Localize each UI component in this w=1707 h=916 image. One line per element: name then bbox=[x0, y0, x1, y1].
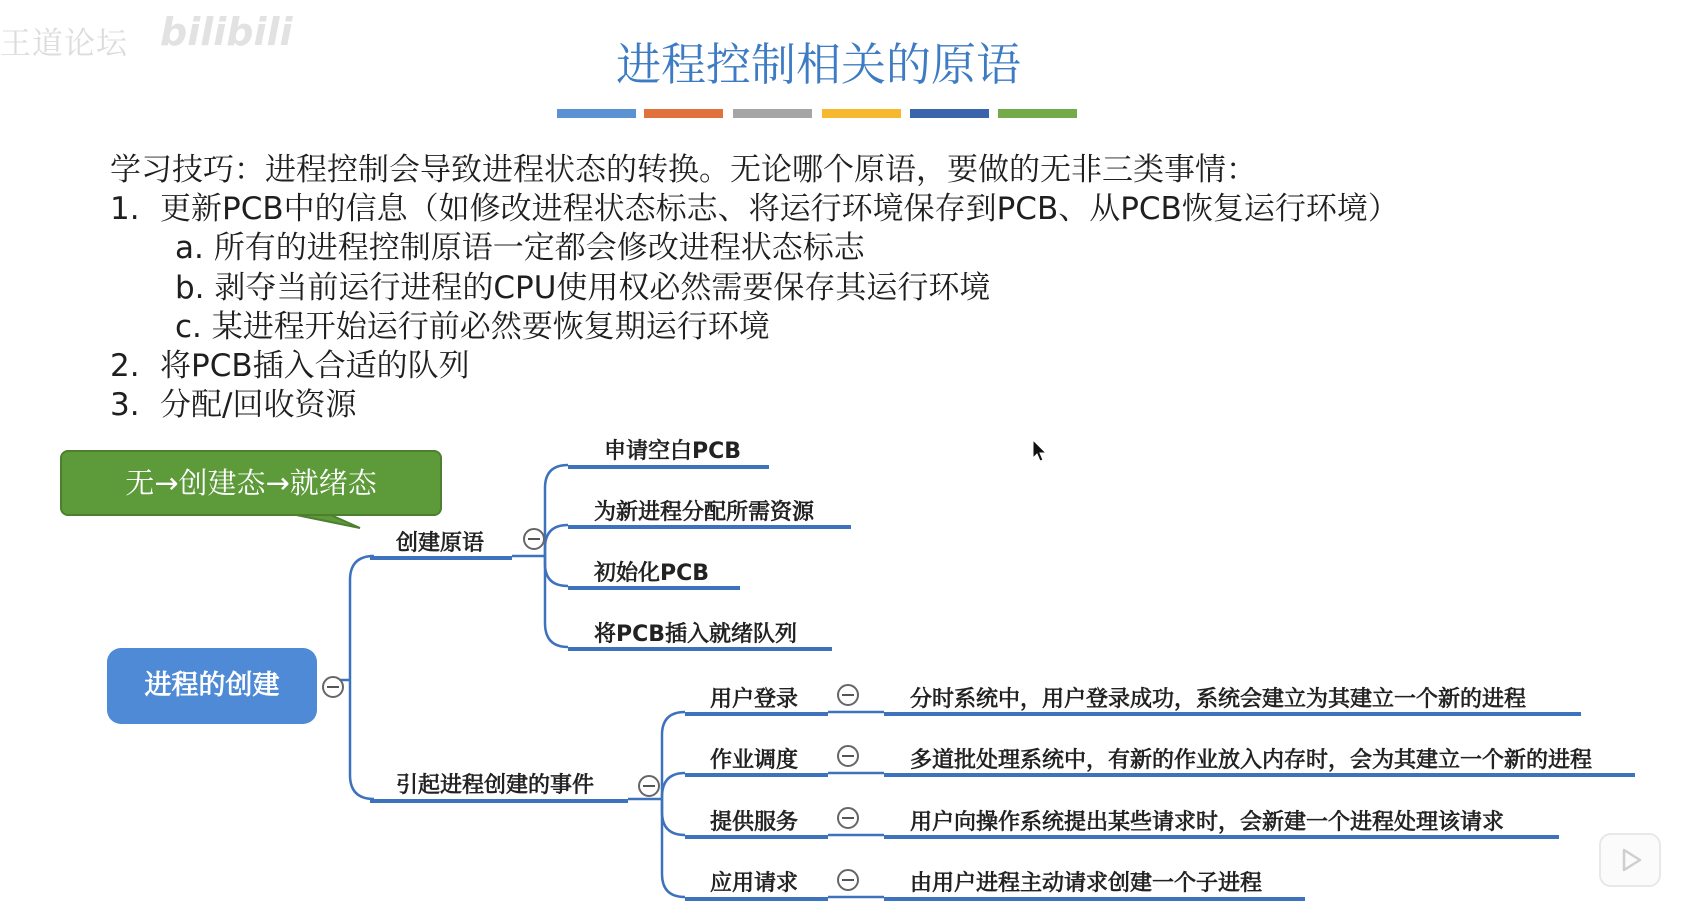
event-desc-2: 多道批处理系统中，有新的作业放入内存时，会为其建立一个新的进程 bbox=[910, 748, 1593, 773]
tips-item-3-number: 3. bbox=[110, 387, 140, 423]
branch-create-primitive-underline bbox=[370, 556, 512, 560]
event-desc-3-underline bbox=[884, 835, 1559, 839]
tips-item-1-text: 更新PCB中的信息（如修改进程状态标志、将运行环境保存到PCB、从PCB恢复运行环境） bbox=[160, 191, 1399, 227]
collapse-icon[interactable] bbox=[523, 528, 545, 550]
event-desc-3: 用户向操作系统提出某些请求时，会新建一个进程处理该请求 bbox=[910, 810, 1505, 835]
watermark-text: 王道论坛 bbox=[0, 26, 128, 62]
event-name-3[interactable]: 提供服务 bbox=[710, 810, 799, 835]
tips-intro: 学习技巧：进程控制会导致进程状态的转换。无论哪个原语，要做的无非三类事情： bbox=[110, 152, 1257, 188]
collapse-icon[interactable] bbox=[837, 869, 859, 891]
create-step-2-underline bbox=[568, 525, 851, 529]
create-step-1: 申请空白PCB bbox=[604, 439, 742, 464]
tips-sub-b: b. 剥夺当前运行进程的CPU使用权必然需要保存其运行环境 bbox=[175, 270, 991, 306]
event-desc-4-underline bbox=[884, 897, 1305, 901]
collapse-icon[interactable] bbox=[837, 807, 859, 829]
tips-item-2-number: 2. bbox=[110, 348, 140, 384]
tips-sub-a: a. 所有的进程控制原语一定都会修改进程状态标志 bbox=[175, 230, 865, 266]
tips-item-2-text: 将PCB插入合适的队列 bbox=[160, 348, 470, 384]
event-name-1-underline bbox=[685, 712, 828, 716]
mouse-cursor-icon bbox=[1032, 439, 1048, 463]
page-title: 进程控制相关的原语 bbox=[615, 38, 1021, 91]
play-icon bbox=[1601, 835, 1659, 885]
collapse-icon[interactable] bbox=[322, 676, 344, 698]
event-desc-2-underline bbox=[884, 773, 1635, 777]
event-name-2[interactable]: 作业调度 bbox=[710, 748, 799, 773]
create-step-4: 将PCB插入就绪队列 bbox=[594, 622, 798, 647]
collapse-icon[interactable] bbox=[837, 745, 859, 767]
event-name-2-underline bbox=[685, 773, 828, 777]
tips-item-3-text: 分配/回收资源 bbox=[160, 387, 357, 423]
branch-create-primitive[interactable]: 创建原语 bbox=[396, 531, 485, 556]
tips-sub-c: c. 某进程开始运行前必然要恢复期运行环境 bbox=[175, 309, 770, 345]
collapse-icon[interactable] bbox=[638, 775, 660, 797]
create-step-1-underline bbox=[568, 465, 769, 469]
event-name-4[interactable]: 应用请求 bbox=[710, 871, 799, 896]
event-desc-4: 由用户进程主动请求创建一个子进程 bbox=[910, 871, 1263, 896]
event-name-3-underline bbox=[685, 835, 828, 839]
event-desc-1-underline bbox=[884, 712, 1581, 716]
create-step-3: 初始化PCB bbox=[594, 561, 710, 586]
play-button[interactable] bbox=[1599, 833, 1661, 887]
create-step-2: 为新进程分配所需资源 bbox=[594, 500, 815, 525]
branch-creation-events-underline bbox=[370, 799, 628, 803]
state-transition-callout: 无→创建态→就绪态 bbox=[60, 450, 442, 516]
create-step-3-underline bbox=[568, 586, 740, 590]
event-name-4-underline bbox=[685, 897, 828, 901]
bilibili-logo: bilibili bbox=[160, 10, 293, 54]
collapse-icon[interactable] bbox=[837, 684, 859, 706]
tips-item-1-number: 1. bbox=[110, 191, 140, 227]
branch-creation-events[interactable]: 引起进程创建的事件 bbox=[396, 773, 595, 798]
create-step-4-underline bbox=[568, 647, 832, 651]
root-node-process-creation[interactable]: 进程的创建 bbox=[107, 648, 317, 724]
event-desc-1: 分时系统中，用户登录成功，系统会建立为其建立一个新的进程 bbox=[910, 687, 1527, 712]
event-name-1[interactable]: 用户登录 bbox=[710, 687, 799, 712]
